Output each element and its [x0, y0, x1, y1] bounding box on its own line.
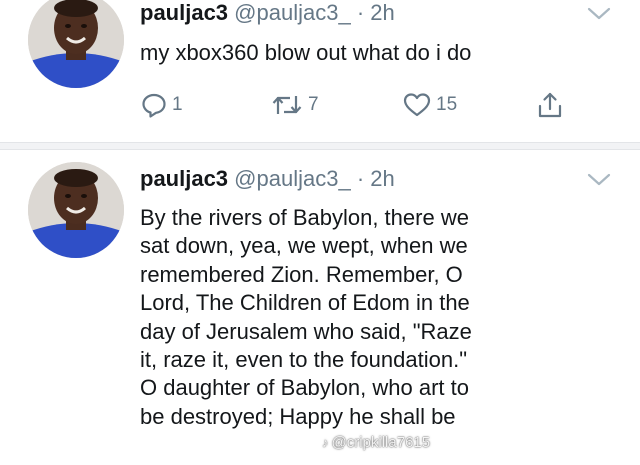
reply-count: 1 [172, 94, 183, 115]
retweet-count: 7 [308, 94, 319, 115]
tweet-divider [0, 142, 640, 150]
handle[interactable]: @pauljac3_ [234, 0, 351, 25]
separator-dot: · [356, 0, 365, 25]
avatar[interactable] [28, 162, 124, 258]
tweet-text-line: Lord, The Children of Edom in the [140, 290, 470, 316]
tweet-header [140, 166, 395, 192]
tweet-text-line: sat down, yea, we wept, when we [140, 233, 468, 259]
tweet-text-line: O daughter of Babylon, who art to [140, 375, 469, 401]
separator-dot: · [356, 166, 365, 191]
tweet-text-line: it, raze it, even to the foundation." [140, 347, 468, 373]
tweet-text-line: remembered Zion. Remember, O [140, 261, 463, 287]
tweet-header [140, 0, 395, 26]
chevron-down-icon[interactable] [586, 172, 612, 188]
tiktok-logo-icon: ♪ [322, 435, 329, 450]
watermark [322, 434, 430, 451]
like-button[interactable] [402, 90, 457, 120]
handle[interactable]: @pauljac3_ [234, 166, 351, 191]
tweet-text [140, 204, 610, 431]
avatar[interactable] [28, 0, 124, 88]
retweet-icon [270, 91, 304, 119]
tweet-actions [140, 90, 580, 120]
display-name[interactable]: pauljac3 [140, 0, 229, 25]
reply-icon [140, 91, 168, 119]
tweet-text: my xbox360 blow out what do i do [140, 40, 472, 65]
watermark-text: @cripkilla7615 [331, 434, 431, 451]
tweet[interactable] [0, 150, 640, 465]
timestamp[interactable]: 2h [370, 0, 395, 25]
tweet-text-line: be destroyed; Happy he shall be [140, 403, 456, 429]
avatar-image [28, 162, 124, 258]
tweet[interactable] [0, 0, 640, 142]
like-icon [402, 91, 432, 119]
tweet-text-line: day of Jerusalem who said, "Raze [140, 318, 472, 344]
share-icon [536, 91, 564, 119]
timestamp[interactable]: 2h [370, 166, 395, 191]
like-count: 15 [436, 94, 458, 115]
chevron-down-icon[interactable] [586, 6, 612, 22]
retweet-button[interactable] [270, 90, 319, 120]
tweet-text-line: By the rivers of Babylon, there we [140, 205, 469, 230]
display-name[interactable]: pauljac3 [140, 166, 229, 191]
share-button[interactable] [536, 90, 568, 120]
avatar-image [28, 0, 124, 88]
reply-button[interactable] [140, 90, 183, 120]
